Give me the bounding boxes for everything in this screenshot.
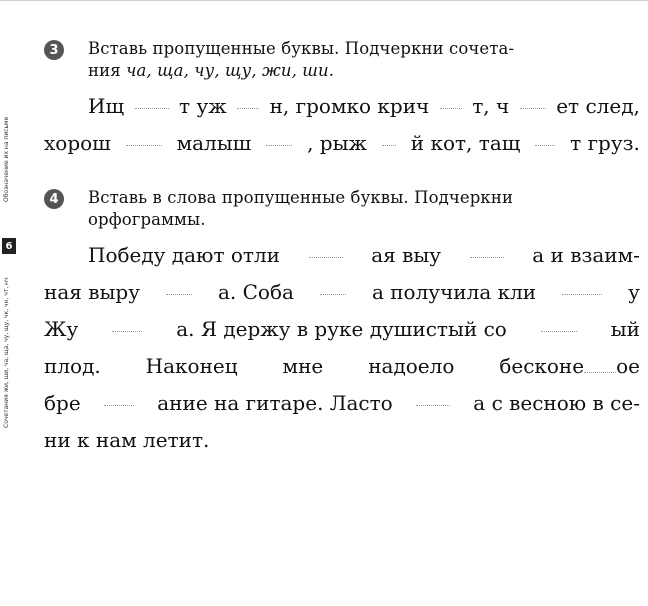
blank[interactable] — [237, 88, 259, 109]
word: , рыж — [307, 131, 367, 155]
blank[interactable] — [382, 125, 396, 146]
text-line — [44, 88, 640, 125]
word: а. Я держу в руке душистый со — [176, 317, 507, 341]
exercise-text — [44, 237, 640, 459]
task-3 — [44, 38, 640, 162]
word: бесконе — [499, 354, 585, 378]
blank[interactable] — [266, 125, 292, 146]
margin-label-bottom: Сочетания жи, ши, ча, ща, чу, щу, чк, чн, чт, нч — [3, 277, 10, 428]
task-number-badge: 4 — [44, 189, 64, 209]
task-instruction — [88, 38, 640, 82]
instruction-line — [88, 60, 640, 82]
text-line — [44, 125, 640, 162]
blank[interactable] — [535, 125, 555, 146]
word: у — [628, 280, 640, 304]
word: ет след, — [556, 94, 640, 118]
word: т, ч — [472, 94, 510, 118]
word: ая выу — [371, 243, 442, 267]
word: хорош — [44, 131, 111, 155]
blank[interactable] — [562, 274, 602, 295]
blank[interactable] — [309, 237, 343, 258]
word: т груз. — [570, 131, 640, 155]
blank[interactable] — [166, 274, 192, 295]
page-number-badge: 6 — [2, 238, 16, 254]
task-number-badge: 3 — [44, 40, 64, 60]
word: ый — [610, 317, 640, 341]
instruction-text: ния — [88, 61, 121, 80]
word: надоело — [368, 354, 455, 378]
blank[interactable] — [584, 352, 616, 373]
instruction-line: Вставь пропущенные буквы. Подчеркни сочета- — [88, 39, 515, 58]
task-4 — [44, 187, 640, 459]
word: а получила кли — [371, 280, 537, 304]
instruction-combos: ча, ща, чу, щу, жи, ши. — [126, 61, 335, 80]
word: бре — [44, 391, 81, 415]
blank[interactable] — [541, 311, 577, 332]
text-line — [44, 311, 640, 348]
word: а. Соба — [217, 280, 294, 304]
task-instruction — [88, 187, 640, 231]
blank[interactable] — [126, 125, 162, 146]
word: ание на гитаре. Ласто — [157, 391, 393, 415]
word: Ищ — [88, 94, 125, 118]
blank[interactable] — [470, 237, 504, 258]
word: й кот, тащ — [410, 131, 521, 155]
word: н, громко крич — [269, 94, 430, 118]
top-border — [0, 0, 648, 1]
word: ое — [616, 354, 640, 378]
word — [499, 348, 640, 385]
word: а с весною в се- — [473, 391, 640, 415]
text-line — [44, 385, 640, 422]
word: ни к нам летит. — [44, 428, 210, 452]
word: малыш — [176, 131, 252, 155]
blank[interactable] — [135, 88, 169, 109]
exercise-text — [44, 88, 640, 162]
word: Победу дают отли — [88, 243, 281, 267]
word: Жу — [44, 317, 79, 341]
blank[interactable] — [520, 88, 546, 109]
text-line — [44, 274, 640, 311]
instruction-line: Вставь в слова пропущенные буквы. Подчеркни — [88, 188, 514, 207]
blank[interactable] — [440, 88, 462, 109]
text-line — [44, 422, 640, 459]
blank[interactable] — [104, 385, 134, 406]
blank[interactable] — [416, 385, 450, 406]
word: Наконец — [145, 354, 238, 378]
word: ная выру — [44, 280, 140, 304]
text-line — [44, 348, 640, 385]
word: мне — [282, 354, 324, 378]
instruction-line: орфограммы. — [88, 210, 206, 229]
word: плод. — [44, 354, 101, 378]
text-line — [44, 237, 640, 274]
margin-label-top: Обозначение их на письме — [3, 116, 10, 202]
blank[interactable] — [320, 274, 346, 295]
word: т уж — [179, 94, 227, 118]
blank[interactable] — [112, 311, 142, 332]
word: а и взаим- — [532, 243, 640, 267]
